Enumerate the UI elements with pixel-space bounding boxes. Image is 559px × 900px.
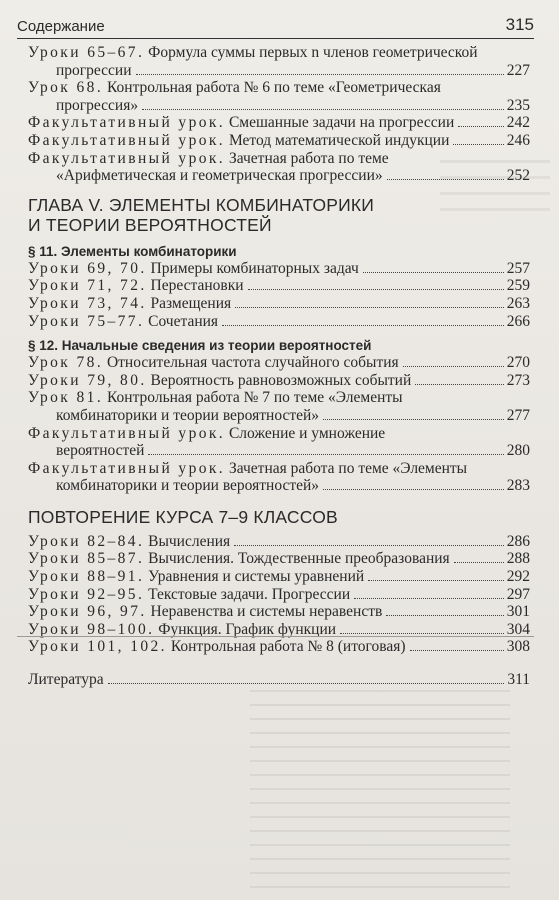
leader-dots xyxy=(387,179,504,180)
chapter-heading-line: ПОВТОРЕНИЕ КУРСА 7–9 КЛАССОВ xyxy=(28,506,338,527)
toc-entry-lesson: Уроки 88–91. xyxy=(28,568,145,586)
leader-dots xyxy=(323,489,504,490)
toc-entry-text: Вероятность равновозможных событий xyxy=(150,371,412,389)
toc-entry[interactable] xyxy=(28,295,530,313)
toc-entry[interactable] xyxy=(28,586,530,604)
chapter-heading-line: И ТЕОРИИ ВЕРОЯТНОСТЕЙ xyxy=(28,214,272,235)
toc-entry-page: 263 xyxy=(506,294,530,312)
leader-dots xyxy=(340,633,504,634)
toc-group-review xyxy=(28,533,530,656)
toc-entry-text: Зачетная работа по теме xyxy=(228,149,389,167)
toc-entry[interactable] xyxy=(28,533,530,551)
toc-entry-text: Смешанные задачи на прогрессии xyxy=(228,114,455,132)
toc-entry-lesson: Уроки 71, 72. xyxy=(28,277,147,295)
toc-entry-page: 266 xyxy=(506,312,530,330)
toc-entry[interactable] xyxy=(28,132,530,150)
toc-entry-page: 227 xyxy=(506,61,530,79)
toc-entry-lesson: Уроки 96, 97. xyxy=(28,603,147,621)
toc-entry-page: 311 xyxy=(507,671,530,689)
toc-entry-text: Относительная частота случайного события xyxy=(106,354,399,372)
toc-entry-lesson: Уроки 82–84. xyxy=(28,532,145,550)
toc-entry[interactable] xyxy=(28,550,530,568)
toc-entry-page: 283 xyxy=(506,477,530,495)
toc-entry-text-continued: прогрессии xyxy=(56,61,132,79)
toc-entry-text: Контрольная работа № 7 по теме «Элементы xyxy=(106,389,403,407)
toc-entry-text: Формула суммы первых n членов геометрической xyxy=(148,44,478,61)
leader-dots xyxy=(386,615,503,616)
running-header xyxy=(17,10,534,39)
chapter-heading-line: ГЛАВА V. ЭЛЕМЕНТЫ КОМБИНАТОРИКИ xyxy=(28,194,375,215)
toc-entry[interactable] xyxy=(28,603,530,621)
leader-dots xyxy=(323,419,504,420)
toc-entry[interactable] xyxy=(28,79,530,114)
toc-entry-text: Размещения xyxy=(150,294,232,312)
toc-entry-text-continued: прогрессия» xyxy=(56,96,139,114)
leader-dots xyxy=(234,545,504,546)
toc-entry-text: Контрольная работа № 8 (итоговая) xyxy=(170,638,406,656)
toc-entry[interactable] xyxy=(28,568,530,586)
toc-entry-page: 257 xyxy=(506,259,530,277)
toc-entry-page: 297 xyxy=(506,585,530,603)
toc-entry-page: 292 xyxy=(506,568,530,586)
toc-entry-text: Примеры комбинаторных задач xyxy=(150,259,359,277)
toc-entry[interactable] xyxy=(28,277,530,295)
toc-entry-text: Перестановки xyxy=(150,277,244,295)
leader-dots xyxy=(248,289,504,290)
toc-entry-literature[interactable] xyxy=(28,671,530,689)
toc-entry-lesson: Факультативный урок. xyxy=(28,424,226,442)
toc-entry-text-continued: «Арифметическая и геометрическая прогрессии» xyxy=(56,167,383,185)
chapter-heading xyxy=(28,507,530,527)
leader-dots xyxy=(108,683,505,684)
leader-dots xyxy=(415,384,504,385)
toc-entry-text: Текстовые задачи. Прогрессии xyxy=(148,585,351,603)
toc-entry-text-continued: комбинаторики и теории вероятностей» xyxy=(56,406,320,424)
toc-entry-text: Сочетания xyxy=(148,312,219,330)
toc xyxy=(28,44,530,689)
toc-entry[interactable] xyxy=(28,372,530,390)
leader-dots xyxy=(363,272,504,273)
page-rule xyxy=(17,636,534,637)
leader-dots xyxy=(235,307,504,308)
toc-entry-lesson: Уроки 69, 70. xyxy=(28,259,147,277)
toc-entry-lesson: Факультативный урок. xyxy=(28,459,226,477)
toc-entry-lesson: Уроки 92–95. xyxy=(28,585,145,603)
toc-entry[interactable] xyxy=(28,313,530,331)
toc-entry-page: 235 xyxy=(506,96,530,114)
toc-entry[interactable] xyxy=(28,389,530,424)
toc-entry-text: Зачетная работа по теме «Элементы xyxy=(228,459,468,477)
leader-dots xyxy=(354,598,504,599)
toc-entry-page: 288 xyxy=(506,550,530,568)
toc-entry-page: 246 xyxy=(506,131,530,149)
toc-entry-text: Функция. График функции xyxy=(158,620,337,638)
toc-entry-text-continued: комбинаторики и теории вероятностей» xyxy=(56,477,320,495)
toc-entry-text: Метод математической индукции xyxy=(228,131,450,149)
leader-dots xyxy=(142,109,504,110)
toc-entry-page: 280 xyxy=(506,442,530,460)
toc-entry-page: 308 xyxy=(506,638,530,656)
leader-dots xyxy=(458,126,504,127)
leader-dots xyxy=(222,325,504,326)
toc-entry-page: 286 xyxy=(506,532,530,550)
toc-entry-lesson: Уроки 101, 102. xyxy=(28,638,167,656)
toc-entry-text: Вычисления xyxy=(148,532,231,550)
toc-entry-lesson: Уроки 85–87. xyxy=(28,550,145,568)
leader-dots xyxy=(410,650,504,651)
section-heading: § 11. Элементы комбинаторики xyxy=(28,243,237,259)
toc-entry-page: 304 xyxy=(506,620,530,638)
toc-entry[interactable] xyxy=(28,114,530,132)
toc-entry-text-continued: вероятностей xyxy=(56,442,145,460)
toc-entry-lesson: Факультативный урок. xyxy=(28,131,226,149)
toc-entry-text: Сложение и умножение xyxy=(228,424,386,442)
header-title: Содержание xyxy=(17,18,105,35)
toc-group-top xyxy=(28,44,530,185)
toc-entry-text: Уравнения и системы уравнений xyxy=(148,568,365,586)
toc-entry-page: 242 xyxy=(506,114,530,132)
toc-entry-page: 259 xyxy=(506,277,530,295)
leader-dots xyxy=(454,562,504,563)
toc-entry-text: Контрольная работа № 6 по теме «Геометрическая xyxy=(106,79,441,97)
toc-entry-page: 273 xyxy=(506,371,530,389)
leader-dots xyxy=(136,74,504,75)
toc-entry-lesson: Уроки 65–67. xyxy=(28,44,145,61)
leader-dots xyxy=(368,580,504,581)
page-number: 315 xyxy=(505,15,534,34)
toc-group-section11 xyxy=(28,260,530,330)
leader-dots xyxy=(148,454,503,455)
toc-entry-text: Вычисления. Тождественные преобразования xyxy=(148,550,450,568)
toc-entry-lesson: Факультативный урок. xyxy=(28,149,226,167)
section-heading: § 12. Начальные сведения из теории вероятностей xyxy=(28,338,372,354)
toc-entry-page: 252 xyxy=(506,167,530,185)
toc-entry-text: Неравенства и системы неравенств xyxy=(150,603,383,621)
chapter-heading xyxy=(28,195,530,235)
toc-entry[interactable] xyxy=(28,150,530,185)
toc-entry-lesson: Уроки 75–77. xyxy=(28,312,145,330)
toc-entry-page: 301 xyxy=(506,603,530,621)
toc-entry-lesson: Факультативный урок. xyxy=(28,114,226,132)
toc-entry-lesson: Уроки 73, 74. xyxy=(28,294,147,312)
toc-entry-lesson: Урок 68. xyxy=(28,79,104,97)
toc-entry[interactable] xyxy=(28,354,530,372)
toc-entry-lesson: Урок 78. xyxy=(28,354,104,372)
toc-entry-page: 277 xyxy=(506,406,530,424)
toc-group-section12 xyxy=(28,354,530,495)
toc-entry-lesson: Уроки 98–100. xyxy=(28,620,155,638)
toc-entry[interactable] xyxy=(28,425,530,460)
toc-entry[interactable] xyxy=(28,460,530,495)
toc-entry-lesson: Уроки 79, 80. xyxy=(28,371,147,389)
toc-entry-text: Литература xyxy=(28,671,104,689)
bleed-through-text xyxy=(250,690,510,890)
toc-entry[interactable] xyxy=(28,44,530,79)
toc-entry-page: 270 xyxy=(506,354,530,372)
toc-entry[interactable] xyxy=(28,260,530,278)
leader-dots xyxy=(403,366,504,367)
toc-entry-lesson: Урок 81. xyxy=(28,389,104,407)
leader-dots xyxy=(453,144,503,145)
toc-entry[interactable] xyxy=(28,638,530,656)
